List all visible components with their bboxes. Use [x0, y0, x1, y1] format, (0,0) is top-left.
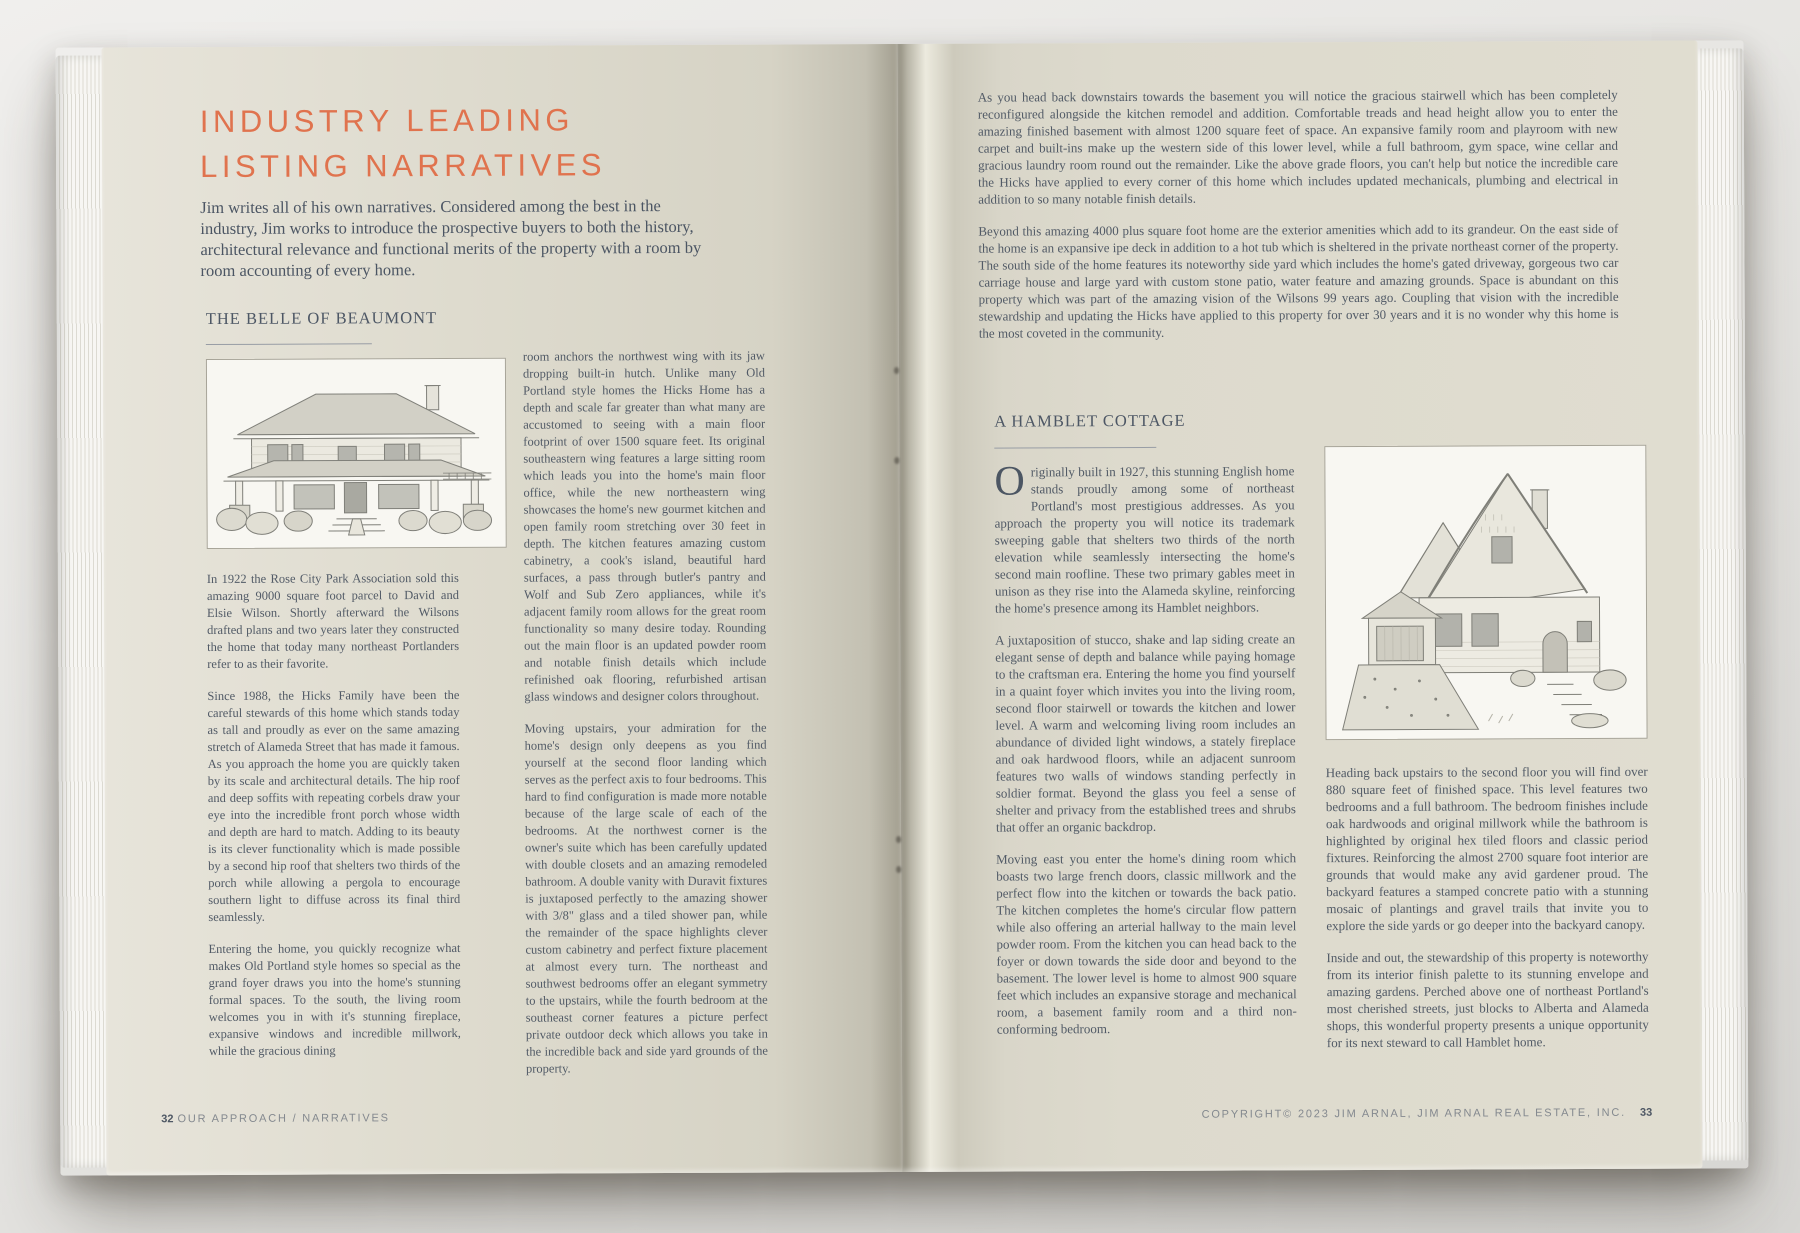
- paragraph: Entering the home, you quickly recognize what makes Old Portland style homes so special as the grand foyer draws you into the home's stunning formal spaces. To the south, the living room welcomes you in with it's stunning fireplace, expansive windows and incredible millwork, while the gracious dining: [208, 940, 461, 1059]
- page-title-line2: LISTING NARRATIVES: [199, 147, 607, 185]
- page-right: [898, 41, 1703, 1172]
- hamblet-column-1: [994, 458, 1297, 1052]
- footer-right: [997, 1107, 1652, 1122]
- page-stack-edge-left: [56, 55, 109, 1167]
- page-title: [200, 97, 606, 189]
- page-title-line1: INDUSTRY LEADING: [199, 102, 574, 140]
- paragraph-text: riginally built in 1927, this stunning English home stands proudly among some of northeast Portland's most prestigious addresses. As you approach the property you will notice its trademark sweeping gable that shelters two thirds of the north elevation while seamlessly intersecting the home's second main roofline. These two primary gables meet in unison as they rise into the Alameda skyline, reinforcing the home's presence among its Hamblet neighbors.: [994, 463, 1295, 616]
- paragraph: As you head back downstairs towards the basement you will notice the gracious stairwell which has been completely reconfigured alongside the kitchen remodel and addition. Comfortable treads and head height allow you to enter the amazing finished basement with almost 1200 square feet of space. An expansive family room and playroom with new carpet and built-ins make up the western side of this lower level, while a full bathroom, gym space, wine cellar and gracious laundry room round out the remainder. Like the above grade floors, you can't help but notice the incredible care the Hicks have applied to every corner of this home which includes updated mechanicals, plumbing and electrical in addition to so many notable finish details.: [977, 86, 1619, 207]
- footer-label: OUR APPROACH / NARRATIVES: [177, 1112, 390, 1126]
- binding-detail: [896, 866, 901, 873]
- open-book-spread: [56, 40, 1749, 1175]
- page-left: [102, 44, 903, 1175]
- section-rule: [994, 447, 1156, 449]
- footer-left: [161, 1112, 390, 1125]
- belle-of-beaumont-illustration: [206, 358, 507, 549]
- section-heading-belle: THE BELLE OF BEAUMONT: [205, 308, 438, 329]
- page-stack-edge-right: [1698, 48, 1749, 1160]
- page-number: 33: [1639, 1106, 1653, 1119]
- paragraph: Since 1988, the Hicks Family have been the careful stewards of this home which stands today as tall and proudly as ever on the same amazing stretch of Alameda Street that has made it famous. As you approach the home you are quickly taken by its scale and architectural details. The hip roof and deep soffits with repeating corbels draw your eye into the incredible front porch whose width and depth are hard to match. Adding to its beauty is its clever functionality which is made possible by a second hip roof that shelters two thirds of the porch while allowing a pergola to encourage southern light to diffuse across its final third seamlessly.: [207, 687, 461, 925]
- hamblet-cottage-illustration: [1324, 445, 1647, 740]
- paragraph: Moving east you enter the home's dining room which boasts two large french doors, classic millwork and the perfect flow into the kitchen or towards the back patio. The kitchen completes the home's circular flow pattern while also offering an arterial hallway to the main level powder room. From the kitchen you can head back to the foyer or down towards the side door and beyond to the basement. The lower level is home to almost 900 square feet which includes an expansive storage and mechanical room, a basement family room and a third non-conforming bedroom.: [996, 850, 1297, 1037]
- paragraph: Moving upstairs, your admiration for the home's design only deepens as you find yourself at the second floor landing which serves as the perfect axis to four bedrooms. This hard to find configuration is made more notable because of the large scale of each of the bedrooms. At the northwest corner is the owner's suite which has been carefully updated with double closets and an amazing remodeled bathroom. A double vanity with Duravit fixtures is juxtaposed perfectly to the amazing shower with 3/8" glass and a tiled shower pan, while the remainder of the space highlights clever custom cabinetry and perfect fixture placement at almost every turn. The northeast and southwest bedrooms offer an elegant symmetry to the upstairs, while the fourth bedroom at the southeast corner features a picture perfect private outdoor deck which allows you take in the incredible back and side yard grounds of the property.: [524, 720, 768, 1076]
- binding-detail: [894, 457, 899, 464]
- belle-column-1: [207, 570, 461, 1075]
- paragraph: Heading back upstairs to the second floor you will find over 880 square feet of finished space. This level features two bedrooms and a full bathroom. The bedroom finishes include oak hardwoods and original millwork while the bathroom is highlighted by original hex tiled floors and classic period fixtures. Reinforcing the almost 2700 square foot interior are grounds that would make any avid gardener proud. The backyard features a stamped concrete patio with a stunning mosaic of plantings and gravel trails that invite you to explore the side yards or go deeper into the backyard canopy.: [1325, 763, 1649, 934]
- copyright-text: COPYRIGHT© 2023 JIM ARNAL, JIM ARNAL REAL ESTATE, INC.: [1201, 1106, 1626, 1121]
- paragraph: Beyond this amazing 4000 plus square foot home are the exterior amenities which add to its grandeur. On the east side of the home is an expansive ipe deck in addition to a hot tub which is sheltered in the private northeast corner of the property. The south side of the home features its noteworthy side yard which includes the home's gated driveway, gorgeous two car carriage house and large yard with custom stone patio, water feature and amazing grounds. Space is abundant on this property which was part of the amazing vision of the Wilsons 99 years ago. Coupling that vision with the incredible stewardship and updating the Hicks have applied to this property for over 30 years and it is no wonder why this home is the most coveted in the community.: [978, 220, 1619, 341]
- section-rule: [206, 343, 372, 345]
- drop-cap: O: [994, 458, 1025, 505]
- paragraph: room anchors the northwest wing with its jaw dropping built-in hutch. Unlike many Old Portland style homes the Hicks Home has a depth and scale far greater than what many are accustomed to seeing with a main floor footprint of over 1500 square feet. Its original southeastern wing features a large sitting room which leads you into the home's main floor office, while the new northeastern wing showcases the home's new gourmet kitchen and open family room stretching over 30 feet in depth. The kitchen features amazing custom cabinetry, a cook's island, beautiful hard surfaces, a pass through butler's pantry and Wolf and Sub Zero appliances, while it's adjacent family room allows for the great room functionality so many desire today. Rounding out the main floor is an updated powder room and notable finish details which include refinished oak flooring, refurbished artisan glass windows and designer colors throughout.: [522, 348, 767, 704]
- binding-detail: [894, 367, 899, 374]
- belle-column-2: [523, 348, 768, 1093]
- binding-detail: [896, 836, 901, 843]
- intro-paragraph: Jim writes all of his own narratives. Considered among the best in the industry, Jim works to introduce the prospective buyers to both the history, architectural relevance and functional merits of the property with a room by room accounting of every home.: [200, 196, 702, 281]
- paragraph-dropcap: [994, 458, 1295, 616]
- hamblet-column-2: [1326, 763, 1649, 1066]
- paragraph: In 1922 the Rose City Park Association sold this amazing 9000 square foot parcel to David and Elsie Wilson. Shortly afterward the Wilsons drafted plans and two years later they constructed the home that today many northeast Portlanders refer to as their favorite.: [206, 570, 460, 672]
- page-number: 32: [161, 1113, 174, 1126]
- section-heading-hamblet: A HAMBLET COTTAGE: [994, 410, 1186, 431]
- paragraph: A juxtaposition of stucco, shake and lap siding create an elegant sense of depth and balance while paying homage to the craftsman era. Entering the home you find yourself in a quaint foyer which invites you into the living room, second floor stairwell or towards the kitchen and lower level. A warm and welcoming living room includes an abundance of divided light windows, a stately fireplace and oak hardwood floors, while an adjacent sunroom features two walls of windows standing perfectly in soldier format. Beyond the glass you feel a sense of shelter and privacy from the established trees and shrubs that offer an organic backdrop.: [995, 631, 1296, 835]
- hicks-closing-paragraphs: [978, 86, 1619, 357]
- house-sketch-cottage: [1333, 454, 1638, 731]
- paragraph: Inside and out, the stewardship of this property is noteworthy from its interior finish palette to its stunning envelope and amazing gardens. Perched above one of northeast Portland's most cherished streets, just blocks to Alberta and Alameda shops, this wonderful property presents a unique opportunity for its next steward to call Hamblet home.: [1326, 948, 1649, 1051]
- house-sketch-foursquare: [215, 367, 498, 540]
